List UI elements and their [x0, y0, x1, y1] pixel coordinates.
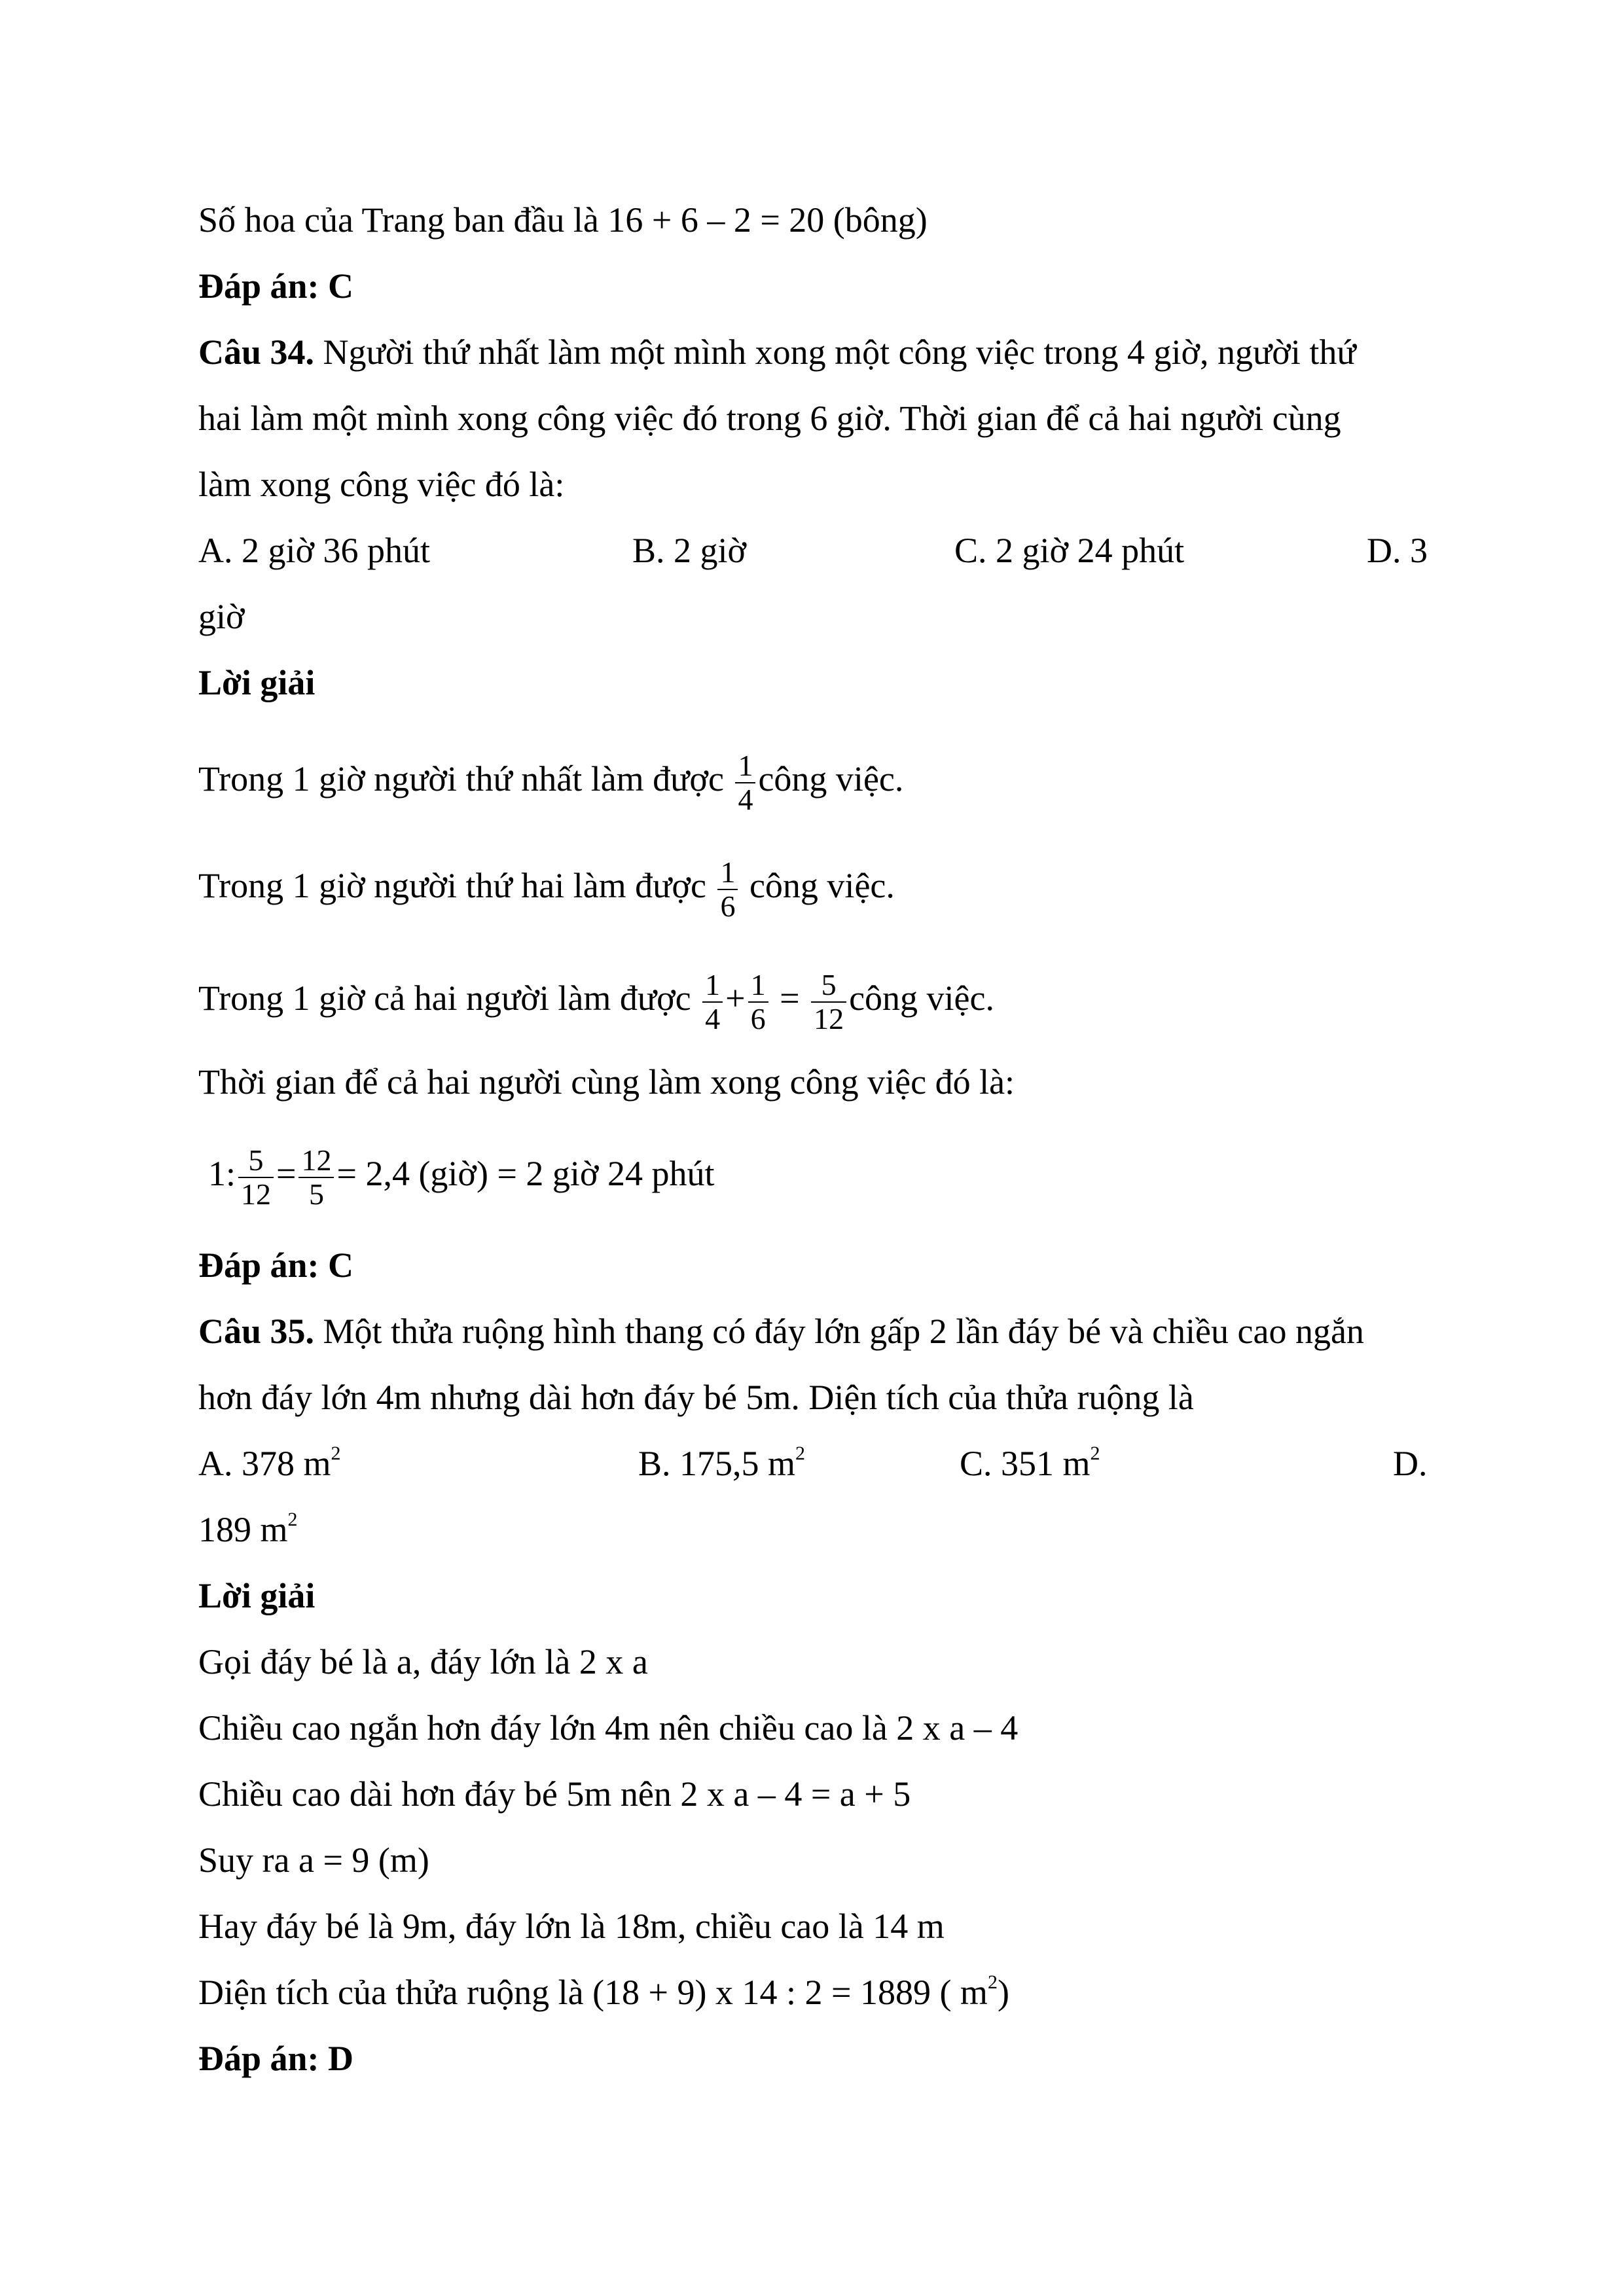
numerator: 5 — [238, 1144, 274, 1178]
exponent: 2 — [795, 1443, 806, 1464]
text: ) — [997, 1973, 1009, 2012]
solution-step-3 — [198, 962, 994, 1035]
text: công việc. — [758, 759, 904, 798]
solution-line: Chiều cao dài hơn đáy bé 5m nên 2 x a – 4 = a + 5 — [198, 1774, 911, 1814]
solution-line: Hay đáy bé là 9m, đáy lớn là 18m, chiều cao là 14 m — [198, 1907, 945, 1946]
text: Trong 1 giờ người thứ nhất làm được — [198, 759, 733, 798]
option-d-continued: giờ — [198, 597, 245, 636]
option-c — [960, 1442, 1100, 1485]
exponent: 2 — [987, 1971, 998, 1993]
solution-step-4: Thời gian để cả hai người cùng làm xong công việc đó là: — [198, 1062, 1015, 1102]
numerator: 1 — [735, 749, 755, 783]
solution-line: Số hoa của Trang ban đầu là 16 + 6 – 2 = 20 (bông) — [198, 200, 928, 240]
option-d: D. — [1393, 1444, 1428, 1483]
numerator: 5 — [811, 969, 846, 1003]
exponent: 2 — [331, 1443, 341, 1464]
denominator: 12 — [241, 1177, 272, 1211]
answer-label: Đáp án: C — [198, 1246, 354, 1285]
option-d-continued — [198, 1508, 298, 1551]
option-b — [638, 1442, 805, 1485]
text: = 2,4 (giờ) = 2 giờ 24 phút — [336, 1154, 715, 1193]
fraction — [238, 1144, 274, 1211]
text: 1: — [208, 1154, 236, 1193]
numerator: 1 — [717, 856, 738, 890]
solution-heading: Lời giải — [198, 663, 316, 702]
exponent: 2 — [287, 1509, 298, 1530]
solution-heading: Lời giải — [198, 1576, 316, 1615]
text: Trong 1 giờ người thứ hai làm được — [198, 866, 715, 905]
question-34-line-2: hai làm một mình xong công việc đó trong 6 giờ. Thời gian để cả hai người cùng — [198, 399, 1341, 438]
solution-step-2 — [198, 850, 895, 923]
option-a: A. 2 giờ 36 phút — [198, 531, 431, 570]
question-34-label: Câu 34. — [198, 332, 315, 372]
text: Trong 1 giờ cả hai người làm được — [198, 978, 700, 1018]
denominator: 4 — [738, 782, 753, 816]
option-b: B. 2 giờ — [632, 531, 747, 570]
equals-sign: = — [276, 1154, 297, 1193]
text: B. 175,5 m — [638, 1444, 796, 1483]
equals-sign: = — [780, 978, 800, 1018]
text: công việc. — [849, 978, 994, 1018]
text: Diện tích của thửa ruộng là (18 + 9) x 14 : 2 = 1889 ( m — [198, 1973, 988, 2012]
fraction — [811, 969, 846, 1035]
solution-line — [198, 1971, 1009, 2014]
solution-line: Gọi đáy bé là a, đáy lớn là 2 x a — [198, 1642, 648, 1681]
numerator: 1 — [748, 969, 768, 1003]
question-35-label: Câu 35. — [198, 1312, 315, 1351]
solution-line: Chiều cao ngắn hơn đáy lớn 4m nên chiều cao là 2 x a – 4 — [198, 1708, 1019, 1748]
fraction — [735, 749, 755, 816]
solution-step-1 — [198, 743, 903, 816]
answer-label: Đáp án: D — [198, 2039, 354, 2078]
text: công việc. — [740, 866, 895, 905]
solution-step-5 — [208, 1138, 714, 1211]
option-d: D. 3 — [1367, 531, 1428, 570]
plus-sign: + — [725, 978, 746, 1018]
question-34-text: Người thứ nhất làm một mình xong một công việc trong 4 giờ, người thứ — [314, 332, 1356, 372]
text: 189 m — [198, 1510, 288, 1549]
text: A. 378 m — [198, 1444, 331, 1483]
numerator: 1 — [702, 969, 723, 1003]
question-35-line-1 — [198, 1310, 1364, 1353]
fraction — [717, 856, 738, 923]
option-a — [198, 1442, 341, 1485]
denominator: 12 — [814, 1001, 844, 1035]
option-c: C. 2 giờ 24 phút — [954, 531, 1185, 570]
question-34-line-1 — [198, 331, 1356, 374]
fraction — [702, 969, 723, 1035]
solution-line: Suy ra a = 9 (m) — [198, 1840, 429, 1880]
denominator: 6 — [720, 889, 736, 923]
numerator: 12 — [298, 1144, 334, 1178]
question-35-text: Một thửa ruộng hình thang có đáy lớn gấp 2 lần đáy bé và chiều cao ngắn — [314, 1312, 1364, 1351]
denominator: 4 — [705, 1001, 721, 1035]
denominator: 6 — [750, 1001, 766, 1035]
question-34-line-3: làm xong công việc đó là: — [198, 465, 565, 504]
answer-label: Đáp án: C — [198, 266, 354, 306]
question-35-line-2: hơn đáy lớn 4m nhưng dài hơn đáy bé 5m. Diện tích của thửa ruộng là — [198, 1378, 1194, 1417]
exponent: 2 — [1090, 1443, 1100, 1464]
fraction — [748, 969, 768, 1035]
fraction — [298, 1144, 334, 1211]
denominator: 5 — [308, 1177, 324, 1211]
text: C. 351 m — [960, 1444, 1091, 1483]
